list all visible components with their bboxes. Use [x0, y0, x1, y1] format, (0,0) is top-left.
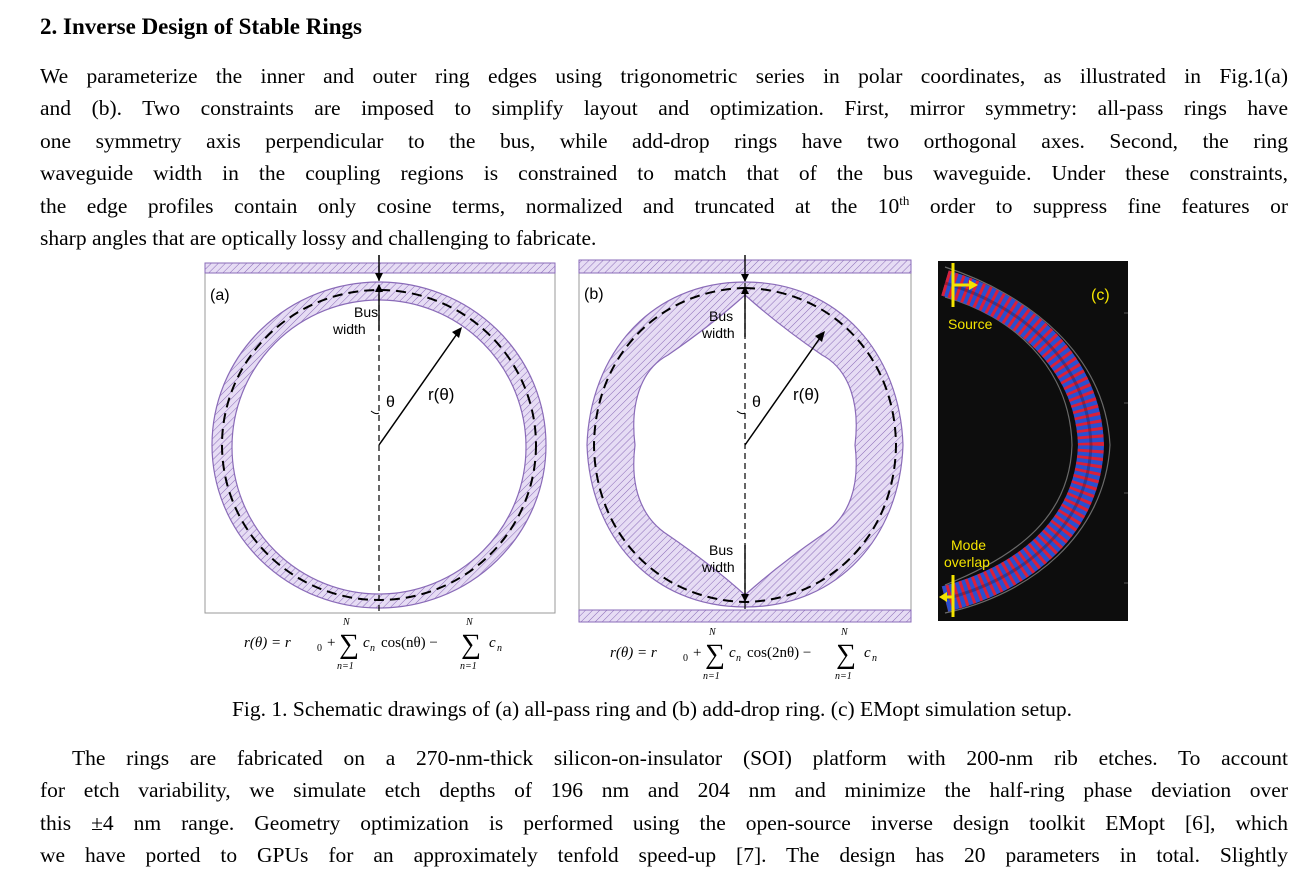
bus-width-label: width: [702, 325, 735, 341]
svg-text:∑: ∑: [461, 629, 481, 660]
p1-line: sharp angles that are optically lossy and challenging to fabricate.: [40, 226, 597, 251]
p2-line: The rings are fabricated on a 270-nm-thick silicon-on-insulator (SOI) platform with 200-nm rib etches. To account: [72, 746, 1288, 770]
superscript-th: th: [899, 192, 910, 208]
equation-a: [244, 617, 502, 672]
svg-text:n=1: n=1: [337, 661, 354, 672]
svg-text:r(θ) = r: r(θ) = r: [244, 635, 291, 651]
p1-line: We parameterize the inner and outer ring edges using trigonometric series in polar coordinates, as illustrated in Fig.1(a): [40, 64, 1288, 88]
svg-text:∑: ∑: [836, 639, 856, 670]
p1-line: [40, 190, 1288, 222]
svg-text:n=1: n=1: [460, 661, 477, 672]
bus-width-label: width: [702, 559, 735, 575]
mode-overlap-label: overlap: [944, 554, 990, 570]
bus-waveguide: [205, 263, 555, 273]
bottom-bus-waveguide: [579, 610, 911, 622]
panel-a-label: (a): [210, 287, 230, 304]
svg-text:+: +: [693, 645, 702, 661]
p1-line: waveguide width in the coupling regions is constrained to match that of the bus waveguide. Under these constraints,: [40, 161, 1288, 186]
figure-caption: Fig. 1. Schematic drawings of (a) all-pass ring and (b) add-drop ring. (c) EMopt simulation setup.: [231, 697, 1073, 721]
svg-text:c: c: [864, 645, 871, 661]
svg-text:n: n: [497, 643, 502, 654]
svg-text:∑: ∑: [705, 639, 725, 670]
svg-text:c: c: [489, 635, 496, 651]
p2-line: this ±4 nm range. Geometry optimization is performed using the open-source inverse design toolkit EMopt [6], which: [40, 810, 1288, 835]
svg-text:0: 0: [317, 643, 322, 654]
bus-width-label: width: [333, 321, 366, 337]
equation-b: [610, 627, 877, 682]
mode-overlap-label: Mode: [951, 537, 987, 553]
svg-text:0: 0: [683, 653, 688, 664]
svg-text:∑: ∑: [339, 629, 359, 660]
source-label: Source: [948, 316, 993, 332]
panel-c-label: (c): [1091, 287, 1110, 304]
p2-line: we have ported to GPUs for an approximately tenfold speed-up [7]. The design has 20 parameters in total. Slightly: [40, 843, 1288, 868]
svg-text:cos(2nθ) −: cos(2nθ) −: [747, 645, 812, 661]
svg-text:N: N: [466, 617, 473, 628]
theta-label: θ: [386, 394, 395, 411]
svg-text:N: N: [709, 627, 716, 638]
section-heading: 2. Inverse Design of Stable Rings: [40, 14, 363, 39]
radius-label: r(θ): [793, 385, 820, 404]
paragraph-2: [40, 742, 1288, 872]
panel-a: [205, 255, 555, 672]
panel-b-label: (b): [584, 286, 604, 303]
bus-width-label: Bus: [709, 308, 734, 324]
svg-text:r(θ) = r: r(θ) = r: [610, 645, 657, 661]
svg-text:n=1: n=1: [835, 671, 852, 682]
p1-line: and (b). Two constraints are imposed to simplify layout and optimization. First, mirror symmetry: all-pass rings have: [40, 96, 1288, 121]
svg-text:+: +: [327, 635, 336, 651]
panel-c: [938, 261, 1128, 621]
svg-text:N: N: [841, 627, 848, 638]
p1-line5-text: the edge profiles contain only cosine terms, normalized and truncated at the 10: [40, 193, 900, 218]
svg-text:n: n: [872, 653, 877, 664]
p1-line: one symmetry axis perpendicular to the bus, while add-drop rings have two orthogonal axes. Second, the ring: [40, 128, 1288, 153]
svg-text:N: N: [343, 617, 350, 628]
radius-label: r(θ): [428, 385, 455, 404]
figure-1: [0, 255, 1304, 695]
svg-text:c: c: [729, 645, 736, 661]
svg-text:n: n: [736, 653, 741, 664]
bus-width-label: Bus: [709, 542, 734, 558]
svg-text:cos(nθ) −: cos(nθ) −: [381, 635, 438, 651]
panel-b: [579, 255, 911, 682]
svg-text:c: c: [363, 635, 370, 651]
p1-line5-tail: order to suppress fine features or: [909, 193, 1288, 218]
paragraph-1: [40, 60, 1288, 254]
p2-line: for etch variability, we simulate etch depths of 196 nm and 204 nm and minimize the half-ring phase deviation over: [40, 778, 1288, 803]
theta-label: θ: [752, 394, 761, 411]
svg-text:n=1: n=1: [703, 671, 720, 682]
bus-width-label: Bus: [354, 304, 379, 320]
svg-text:n: n: [370, 643, 375, 654]
